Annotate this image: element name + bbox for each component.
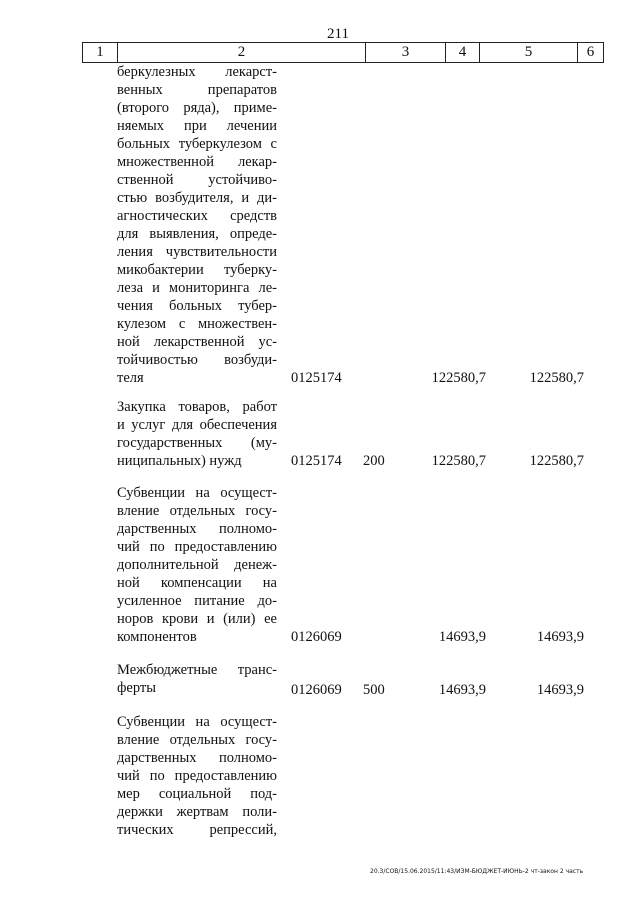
column-header-1: 1 — [82, 43, 117, 62]
row-text-line: ной компенсации на — [117, 575, 277, 591]
row-text-line: компонентов — [117, 629, 197, 645]
row-value-col6: 14693,9 — [536, 629, 584, 645]
row-text-line: мер социальной под- — [117, 786, 277, 802]
row-text-line: теля — [117, 370, 144, 386]
row-text-line: Субвенции на осущест- — [117, 485, 277, 501]
row-text-line: ственной устойчиво- — [117, 172, 277, 188]
row-text-line: ной лекарственной ус- — [117, 334, 277, 350]
row-code: 0125174 — [291, 453, 342, 469]
row-text-line: стью возбудителя, и ди- — [117, 190, 277, 206]
row-value-col6: 122580,7 — [529, 370, 584, 386]
row-text-line: больных туберкулезом с — [117, 136, 277, 152]
row-text-line: чения больных тубер- — [117, 298, 277, 314]
page-number: 211 — [327, 26, 349, 42]
row-text-line: няемых при лечении — [117, 118, 277, 134]
row-code: 0126069 — [291, 682, 342, 698]
row-value-col6: 122580,7 — [529, 453, 584, 469]
row-text-line: вление отдельных госу- — [117, 732, 277, 748]
row-text-line: чий по предоставлению — [117, 768, 277, 784]
row-value-col6: 14693,9 — [536, 682, 584, 698]
row-text-line: дополнительной денеж- — [117, 557, 277, 573]
column-header-6: 6 — [577, 43, 604, 62]
row-text-line: (второго ряда), приме- — [117, 100, 277, 116]
row-text-line: леза и мониторинга ле- — [117, 280, 277, 296]
table-header — [82, 42, 604, 63]
row-value-col5: 122580,7 — [431, 453, 486, 469]
row-text-line: чий по предоставлению — [117, 539, 277, 555]
row-text-line: дарственных полномо- — [117, 521, 277, 537]
row-text-line: и услуг для обеспечения — [117, 417, 277, 433]
row-value-col5: 14693,9 — [438, 682, 486, 698]
column-header-3: 3 — [365, 43, 445, 62]
row-text-line: беркулезных лекарст- — [117, 64, 277, 80]
row-text-line: дарственных полномо- — [117, 750, 277, 766]
row-text-line: норов крови и (или) ее — [117, 611, 277, 627]
footer-stamp: 20.3/СОВ/15.06.2015/11:43/ИЗМ-БЮДЖЕТ-ИЮНЬ-2 чт-закон 2 часть — [370, 868, 584, 875]
row-text-line: множественной лекар- — [117, 154, 277, 170]
row-text-line: ления чувствительности — [117, 244, 277, 260]
row-value-col5: 122580,7 — [431, 370, 486, 386]
row-text-line: вление отдельных госу- — [117, 503, 277, 519]
row-text-line: ферты — [117, 680, 156, 696]
column-header-4: 4 — [445, 43, 479, 62]
row-text-line: Субвенции на осущест- — [117, 714, 277, 730]
row-value-col5: 14693,9 — [438, 629, 486, 645]
row-type: 200 — [363, 453, 385, 469]
row-text-line: Закупка товаров, работ — [117, 399, 277, 415]
row-text-line: государственных (му- — [117, 435, 277, 451]
column-header-2: 2 — [117, 43, 365, 62]
row-text-line: Межбюджетные транс- — [117, 662, 277, 678]
row-text-line: агностических средств — [117, 208, 277, 224]
row-text-line: усиленное питание до- — [117, 593, 277, 609]
row-text-line: тических репрессий, — [117, 822, 277, 838]
row-text-line: для выявления, опреде- — [117, 226, 277, 242]
row-text-line: кулезом с множествен- — [117, 316, 277, 332]
row-type: 500 — [363, 682, 385, 698]
row-text-line: тойчивостью возбуди- — [117, 352, 277, 368]
row-text-line: держки жертвам поли- — [117, 804, 277, 820]
row-text-line: микобактерии туберку- — [117, 262, 277, 278]
row-code: 0125174 — [291, 370, 342, 386]
row-text-line: венных препаратов — [117, 82, 277, 98]
row-text-line: ниципальных) нужд — [117, 453, 242, 469]
row-code: 0126069 — [291, 629, 342, 645]
column-header-5: 5 — [479, 43, 577, 62]
